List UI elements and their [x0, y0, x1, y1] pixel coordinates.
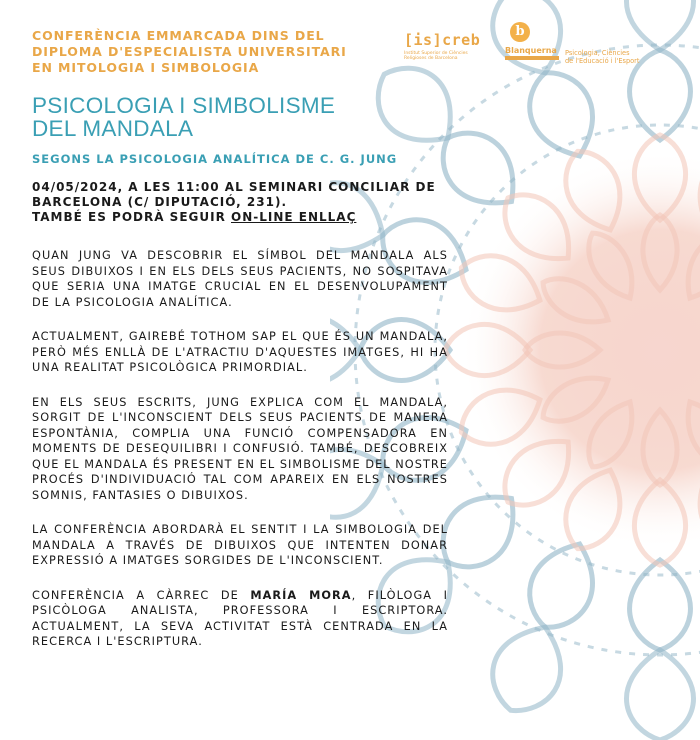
- poster-content: [32, 28, 448, 650]
- paragraph-discovery: QUAN JUNG VA DESCOBRIR EL SÍMBOL DEL MANDALA ALS SEUS DIBUIXOS I EN ELS DELS SEUS PACIENTS, NO SOSPITAVA QUE SERIA UNA IMATGE CRUCIAL EN EL DESENVOLUPAMENT DE LA PSICOLOGIA ANALÍTICA.: [32, 249, 448, 309]
- speaker-name: MARÍA MORA: [250, 588, 352, 602]
- paragraph-speaker: CONFERÈNCIA A CÀRREC DE MARÍA MORA, FILÒLOGA I PSICÒLOGA ANALISTA, PROFESSORA I ESCRIPTORA. ACTUALMENT, LA SEVA ACTIVITAT ESTÀ CENTRADA EN LA RECERCA I L'ESCRIPTURA.: [32, 588, 448, 648]
- page-subtitle: SEGONS LA PSICOLOGIA ANALÍTICA DE C. G. JUNG: [32, 152, 398, 166]
- mandala-mid-petal: [517, 532, 608, 638]
- paragraph-conference: LA CONFERÈNCIA ABORDARÀ EL SENTIT I LA SIMBOLOGIA DEL MANDALA A TRAVÉS DE DIBUIXOS QUE INTENTEN DONAR EXPRESSIÓ A IMATGES SORGIDES DE L'INCONSCIENT.: [32, 523, 448, 567]
- mandala-outer-petal: [626, 650, 693, 740]
- event-details: 04/05/2024, A LES 11:00 AL SEMINARI CONCILIAR DE BARCELONA (C/ DIPUTACIÓ, 231). TAMBÉ ES PODRÀ SEGUIR ON-LINE ENLLAÇ: [32, 180, 436, 224]
- mandala-outer-petal: [626, 0, 693, 50]
- conference-context: CONFERÈNCIA EMMARCADA DINS DEL DIPLOMA D'ESPECIALISTA UNIVERSITARI EN MITOLOGIA I SIMBOLOGIA: [32, 28, 347, 75]
- blanquerna-name: Blanquerna: [505, 46, 557, 55]
- iscreb-logo-text: [is]creb: [404, 31, 481, 49]
- blanquerna-b-icon: b: [510, 22, 530, 42]
- mandala-mid-petal: [517, 61, 608, 167]
- blanquerna-faculty: Psicologia, Ciències de l'Educació i l'Esport: [565, 49, 640, 65]
- paragraph-today: ACTUALMENT, GAIREBÉ TOTHOM SAP EL QUE ÉS UN MANDALA, PERÒ MÉS ENLLÀ DE L'ATRACTIU D'AQUESTES IMATGES, HI HA UNA REALITAT PSICOLÒGICA PRIMORDIAL.: [32, 330, 448, 374]
- page-title: PSICOLOGIA I SIMBOLISME DEL MANDALA: [32, 93, 336, 141]
- iscreb-logo-subtitle: Institut Superior de Ciències Religioses de Barcelona: [404, 51, 468, 61]
- mandala-outer-petal: [480, 614, 576, 723]
- mandala-glow: [460, 150, 700, 550]
- paragraph-writings: EN ELS SEUS ESCRITS, JUNG EXPLICA COM EL MANDALA, SORGIT DE L'INCONSCIENT DELS SEUS PACIENTS DE MANERA ESPONTÀNIA, COMPLIA UNA FUNCIÓ COMPENSADORA EN MOMENTS DE DESEQUILIBRI I CONFUSIÓ. TAMBÉ, DESCOBREIX QUE EL MANDALA ÉS PRESENT EN EL SIMBOLISME DEL NOSTRE PROCÉS D'INDIVIDUACIÓ TAL COM APAREIX EN ELS NOSTRES SOMNIS, FANTASIES O DIBUIXOS.: [32, 395, 448, 502]
- online-link[interactable]: ON-LINE ENLLAÇ: [231, 210, 357, 224]
- blanquerna-bar: [505, 56, 559, 60]
